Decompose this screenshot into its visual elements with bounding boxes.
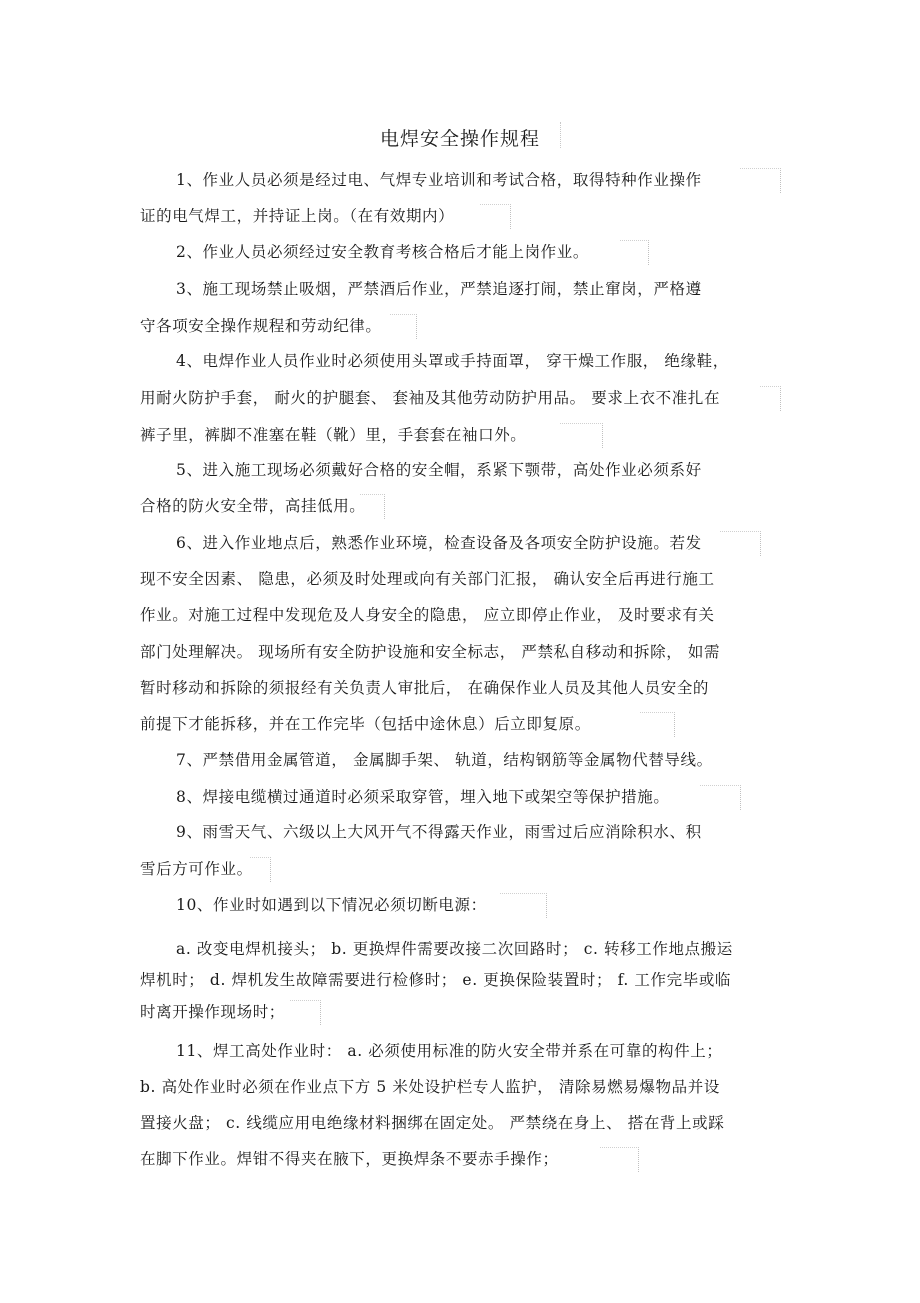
scan-mark bbox=[700, 785, 741, 810]
rule-8-line-1: 8、焊接电缆横过通道时必须采取穿管，埋入地下或架空等保护措施。 bbox=[176, 788, 670, 806]
rule-2-line-1: 2、作业人员必须经过安全教育考核合格后才能上岗作业。 bbox=[176, 243, 589, 261]
rule-11-line-4: 在脚下作业。焊钳不得夹在腋下，更换焊条不要赤手操作； bbox=[140, 1150, 559, 1168]
scan-mark bbox=[250, 857, 271, 882]
rule-6-line-3: 作业。对施工过程中发现危及人身安全的隐患， 应立即停止作业， 及时要求有关 bbox=[140, 606, 715, 624]
rule-10-line-4: 时离开操作现场时； bbox=[140, 1003, 285, 1021]
rule-11-line-3: 置接火盘； c. 线缆应用电绝缘材料捆绑在固定处。 严禁绕在身上、 搭在背上或踩 bbox=[140, 1114, 725, 1132]
rule-9-line-1: 9、雨雪天气、六级以上大风开气不得露天作业，雨雪过后应消除积水、积 bbox=[176, 823, 702, 841]
rule-4-line-1: 4、电焊作业人员作业时必须使用头罩或手持面罩， 穿干燥工作服， 绝缘鞋， bbox=[176, 352, 729, 370]
rule-5-line-2: 合格的防火安全带，高挂低用。 bbox=[140, 497, 366, 515]
rule-5-line-1: 5、进入施工现场必须戴好合格的安全帽，系紧下颚带，高处作业必须系好 bbox=[176, 461, 702, 479]
rule-10-line-2: a. 改变电焊机接头； b. 更换焊件需要改接二次回路时； c. 转移工作地点搬运 bbox=[176, 940, 733, 958]
rule-6-line-2: 现不安全因素、 隐患，必须及时处理或向有关部门汇报， 确认安全后再进行施工 bbox=[140, 570, 715, 588]
rule-3-line-1: 3、施工现场禁止吸烟，严禁酒后作业，严禁追逐打闹，禁止窜岗，严格遵 bbox=[176, 280, 702, 298]
document-title: 电焊安全操作规程 bbox=[379, 128, 540, 150]
rule-4-line-3: 裤子里，裤脚不准塞在鞋（靴）里，手套套在袖口外。 bbox=[140, 426, 527, 444]
rule-6-line-4: 部门处理解决。 现场所有安全防护设施和安全标志， 严禁私自移动和拆除， 如需 bbox=[140, 643, 721, 661]
title-dotted-mark bbox=[560, 122, 562, 148]
rule-10-line-1: 10、作业时如遇到以下情况必须切断电源： bbox=[176, 896, 487, 914]
scan-mark bbox=[720, 531, 761, 556]
rule-3-line-2: 守各项安全操作规程和劳动纪律。 bbox=[140, 317, 382, 335]
scan-mark bbox=[560, 423, 603, 448]
rule-9-line-2: 雪后方可作业。 bbox=[140, 860, 253, 878]
rule-6-line-6: 前提下才能拆移，并在工作完毕（包括中途休息）后立即复原。 bbox=[140, 715, 591, 733]
rule-6-line-5: 暂时移动和拆除的须报经有关负责人审批后， 在确保作业人员及其他人员安全的 bbox=[140, 679, 710, 697]
scan-mark bbox=[480, 204, 511, 229]
rule-10-line-3: 焊机时； d. 焊机发生故障需要进行检修时； e. 更换保险装置时； f. 工作完毕或临 bbox=[140, 971, 732, 989]
scan-mark bbox=[740, 168, 781, 193]
rule-11-line-1: 11、焊工高处作业时： a. 必须使用标准的防火安全带并系在可靠的构件上； bbox=[176, 1042, 723, 1060]
scan-mark bbox=[290, 1000, 321, 1025]
scan-mark bbox=[640, 712, 675, 737]
scan-mark bbox=[760, 386, 781, 411]
scan-mark bbox=[500, 893, 547, 918]
scan-mark bbox=[620, 240, 649, 265]
rule-6-line-1: 6、进入作业地点后，熟悉作业环境，检查设备及各项安全防护设施。若发 bbox=[176, 534, 702, 552]
scan-mark bbox=[600, 1147, 639, 1172]
rule-11-line-2: b. 高处作业时必须在作业点下方 5 米处设护栏专人监护， 清除易燃易爆物品并设 bbox=[140, 1078, 720, 1096]
rule-4-line-2: 用耐火防护手套， 耐火的护腿套、 套袖及其他劳动防护用品。 要求上衣不准扎在 bbox=[140, 389, 721, 407]
scan-mark bbox=[360, 494, 385, 519]
rule-1-line-1: 1、作业人员必须是经过电、气焊专业培训和考试合格，取得特种作业操作 bbox=[176, 171, 702, 189]
rule-1-line-2: 证的电气焊工，并持证上岗。（在有效期内） bbox=[140, 207, 455, 225]
rule-7-line-1: 7、严禁借用金属管道， 金属脚手架、 轨道，结构钢筋等金属物代替导线。 bbox=[176, 751, 713, 769]
scan-mark bbox=[390, 314, 417, 339]
